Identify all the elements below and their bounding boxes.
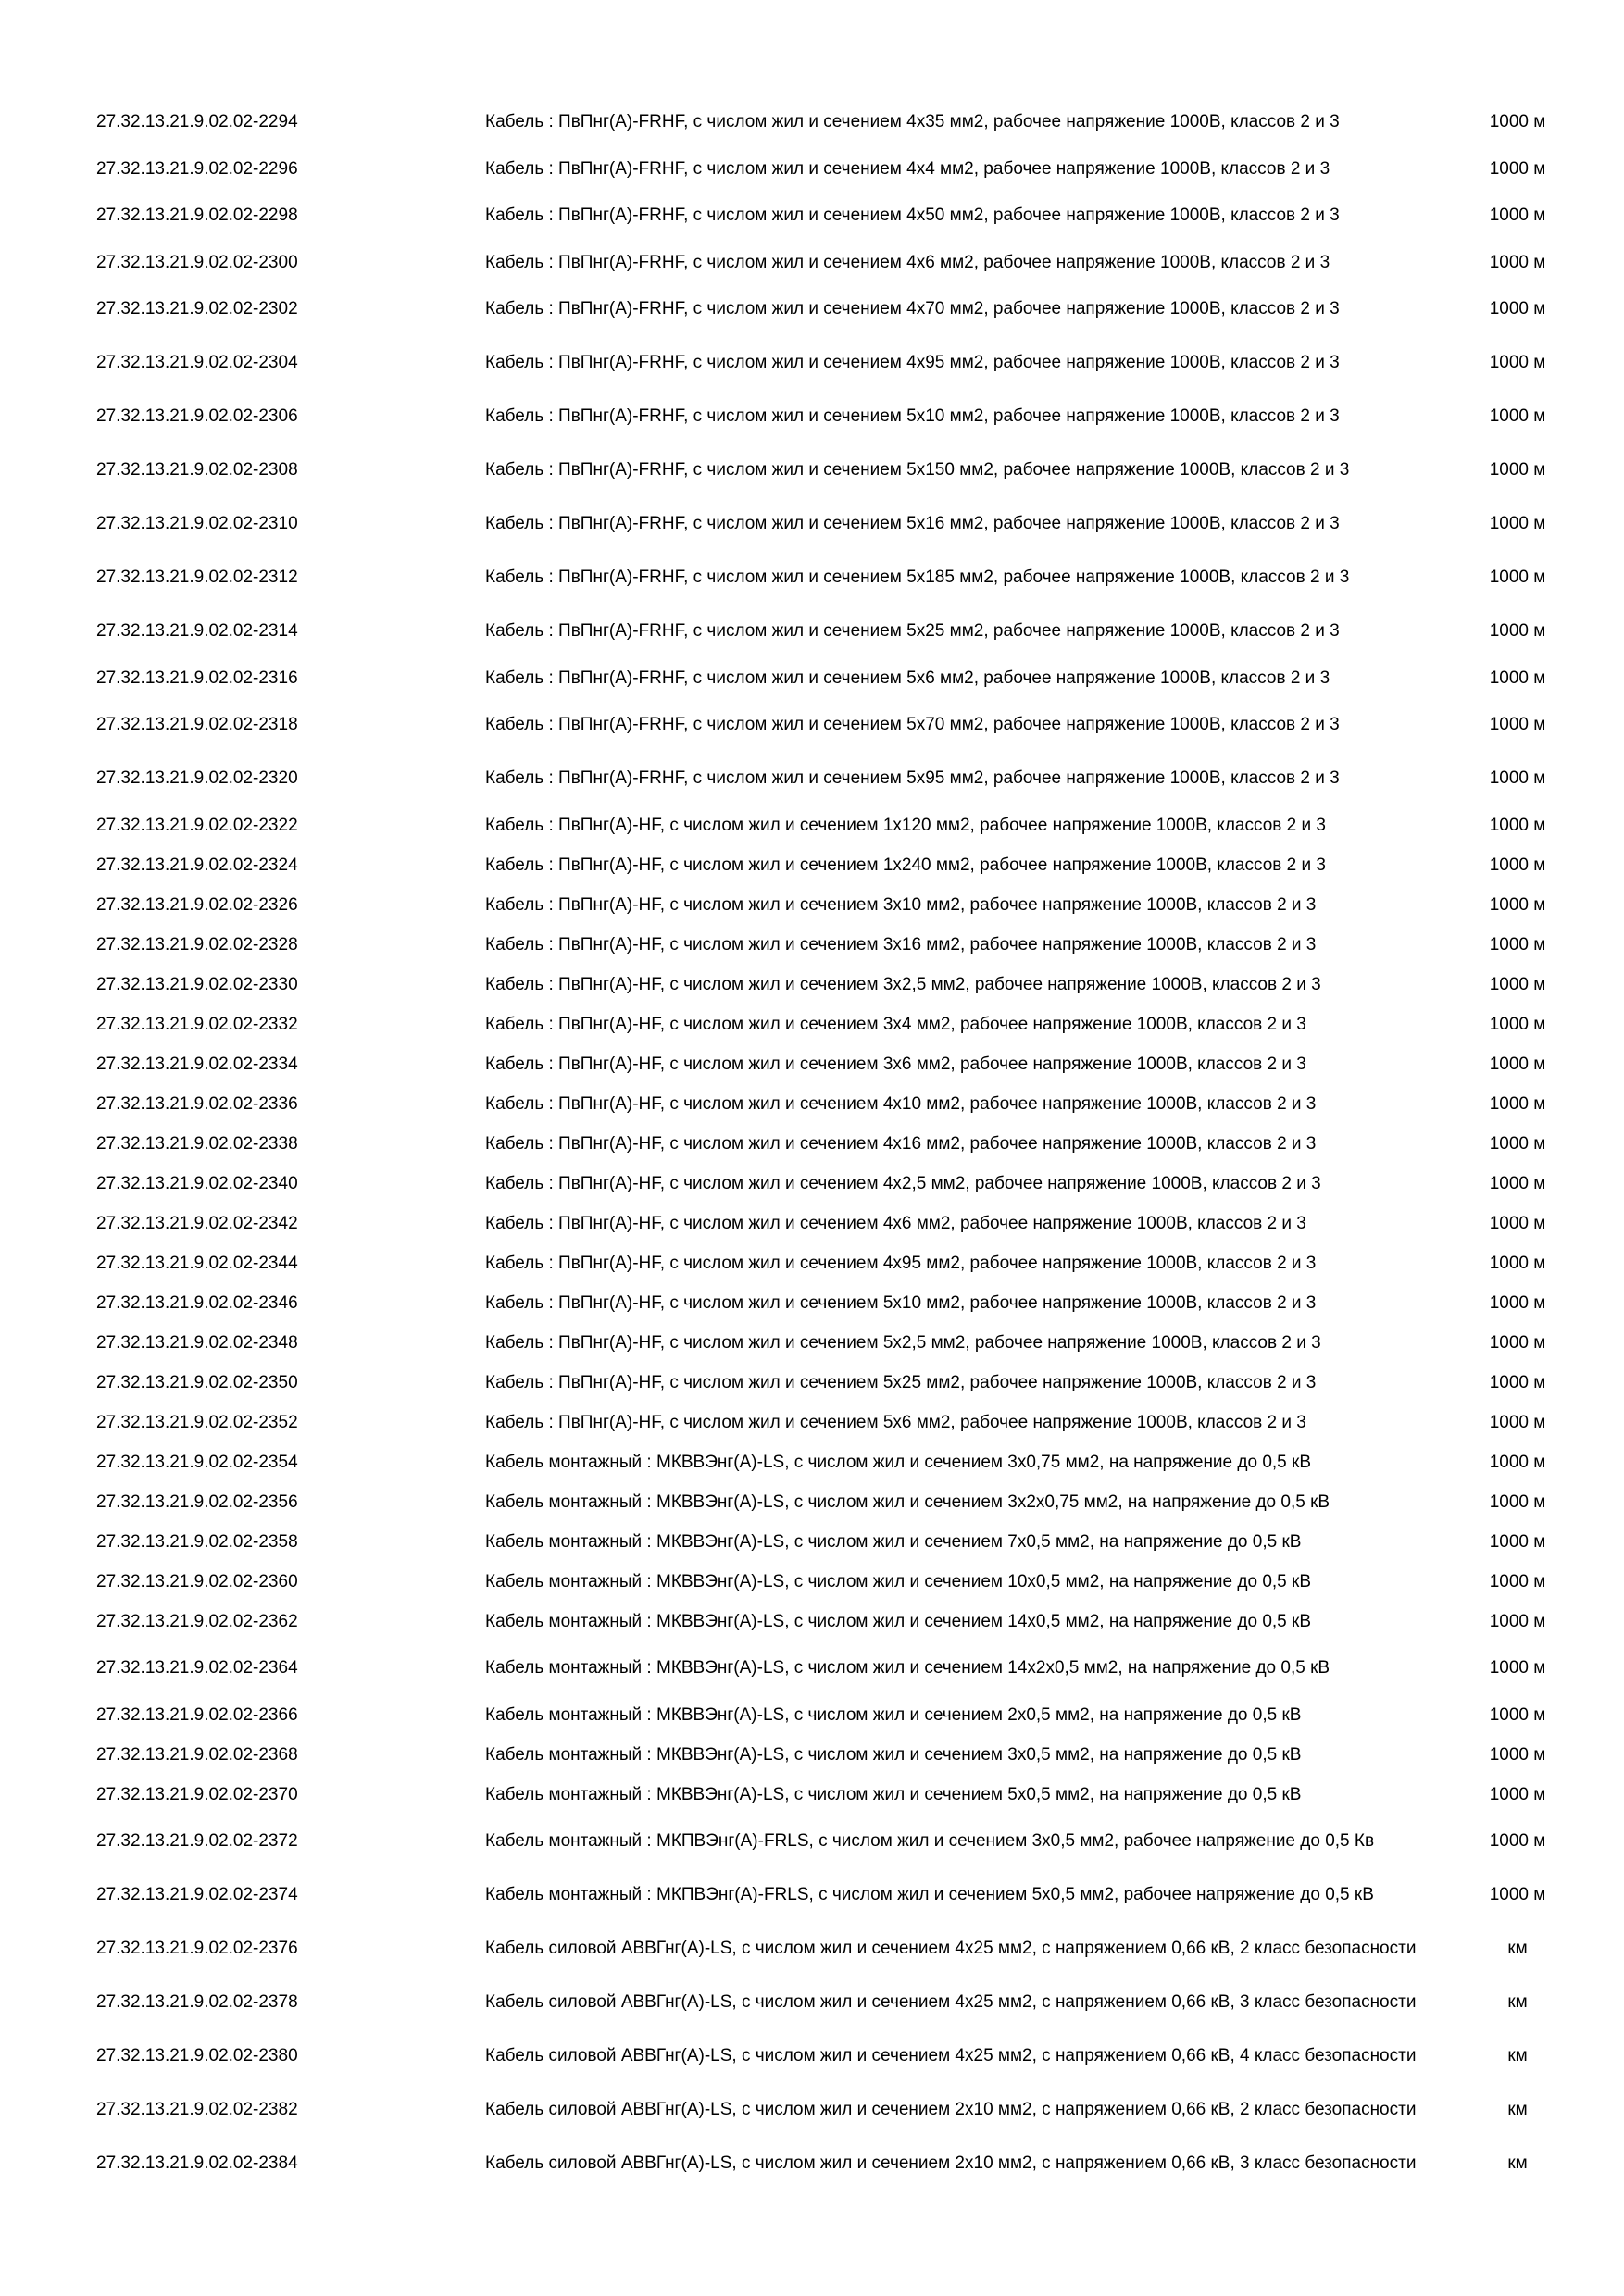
row-unit: 1000 м bbox=[1489, 855, 1546, 875]
row-description: Кабель силовой АВВГнг(A)-LS, с числом жил и сечением 4х25 мм2, с напряжением 0,66 кВ, 2 класс безопасности bbox=[485, 1939, 1417, 1958]
row-code: 27.32.13.21.9.02.02-2324 bbox=[96, 855, 298, 875]
row-description: Кабель монтажный : МКВВЭнг(А)-LS, с числом жил и сечением 7х0,5 мм2, на напряжение до 0,5 кВ bbox=[485, 1531, 1302, 1552]
row-description: Кабель монтажный : МКПВЭнг(А)-FRLS, с числом жил и сечением 5х0,5 мм2, рабочее напряжение до 0,5 кВ bbox=[485, 1885, 1374, 1904]
row-code: 27.32.13.21.9.02.02-2360 bbox=[96, 1571, 298, 1591]
row-code: 27.32.13.21.9.02.02-2368 bbox=[96, 1744, 298, 1765]
table-row bbox=[96, 443, 1596, 497]
row-code: 27.32.13.21.9.02.02-2346 bbox=[96, 1292, 298, 1313]
row-code: 27.32.13.21.9.02.02-2344 bbox=[96, 1253, 298, 1273]
row-description: Кабель монтажный : МКВВЭнг(А)-LS, с числом жил и сечением 5х0,5 мм2, на напряжение до 0,5 кВ bbox=[485, 1784, 1302, 1804]
row-description: Кабель : ПвПнг(A)-FRHF, с числом жил и сечением 4х95 мм2, рабочее напряжение 1000В, классов 2 и 3 bbox=[485, 353, 1340, 372]
row-description: Кабель : ПвПнг(A)-FRHF, с числом жил и сечением 5х6 мм2, рабочее напряжение 1000В, классов 2 и 3 bbox=[485, 668, 1330, 688]
row-unit: 1000 м bbox=[1489, 353, 1546, 372]
row-unit: 1000 м bbox=[1489, 1885, 1546, 1904]
row-unit: 1000 м bbox=[1489, 1253, 1546, 1273]
row-code: 27.32.13.21.9.02.02-2306 bbox=[96, 406, 298, 426]
row-unit: 1000 м bbox=[1489, 974, 1546, 994]
row-code: 27.32.13.21.9.02.02-2382 bbox=[96, 2100, 298, 2119]
row-description: Кабель : ПвПнг(A)-HF, с числом жил и сечением 3х10 мм2, рабочее напряжение 1000В, классов 2 и 3 bbox=[485, 894, 1317, 915]
row-code: 27.32.13.21.9.02.02-2370 bbox=[96, 1784, 298, 1804]
row-code: 27.32.13.21.9.02.02-2364 bbox=[96, 1658, 298, 1678]
row-code: 27.32.13.21.9.02.02-2302 bbox=[96, 299, 298, 318]
row-unit: 1000 м bbox=[1489, 1133, 1546, 1154]
row-description: Кабель силовой АВВГнг(A)-LS, с числом жил и сечением 2х10 мм2, с напряжением 0,66 кВ, 2 класс безопасности bbox=[485, 2100, 1417, 2119]
row-description: Кабель : ПвПнг(A)-HF, с числом жил и сечением 1х120 мм2, рабочее напряжение 1000В, классов 2 и 3 bbox=[485, 815, 1326, 835]
row-description: Кабель : ПвПнг(A)-HF, с числом жил и сечением 5х25 мм2, рабочее напряжение 1000В, классов 2 и 3 bbox=[485, 1372, 1317, 1392]
row-unit: 1000 м bbox=[1489, 1611, 1546, 1631]
row-unit: 1000 м bbox=[1489, 815, 1546, 835]
table-row bbox=[96, 1641, 1596, 1695]
row-unit: 1000 м bbox=[1489, 1744, 1546, 1765]
row-description: Кабель : ПвПнг(A)-FRHF, с числом жил и сечением 5х150 мм2, рабочее напряжение 1000В, классов 2 и 3 bbox=[485, 460, 1350, 480]
row-code: 27.32.13.21.9.02.02-2294 bbox=[96, 112, 298, 131]
table-row bbox=[96, 1522, 1596, 1562]
row-description: Кабель : ПвПнг(A)-FRHF, с числом жил и сечением 4х50 мм2, рабочее напряжение 1000В, классов 2 и 3 bbox=[485, 206, 1340, 225]
table-row bbox=[96, 497, 1596, 551]
row-code: 27.32.13.21.9.02.02-2328 bbox=[96, 934, 298, 955]
row-description: Кабель монтажный : МКПВЭнг(А)-FRLS, с числом жил и сечением 3х0,5 мм2, рабочее напряжение до 0,5 Кв bbox=[485, 1831, 1375, 1851]
row-description: Кабель : ПвПнг(A)-FRHF, с числом жил и сечением 5х95 мм2, рабочее напряжение 1000В, классов 2 и 3 bbox=[485, 768, 1340, 788]
row-unit: 1000 м bbox=[1489, 158, 1546, 179]
row-description: Кабель : ПвПнг(A)-HF, с числом жил и сечением 5х10 мм2, рабочее напряжение 1000В, классов 2 и 3 bbox=[485, 1292, 1317, 1313]
row-unit: 1000 м bbox=[1489, 1332, 1546, 1353]
table-row bbox=[96, 1976, 1596, 2029]
row-description: Кабель : ПвПнг(A)-HF, с числом жил и сечением 4х16 мм2, рабочее напряжение 1000В, классов 2 и 3 bbox=[485, 1133, 1317, 1154]
row-unit: 1000 м bbox=[1489, 1054, 1546, 1074]
row-code: 27.32.13.21.9.02.02-2318 bbox=[96, 715, 298, 734]
row-description: Кабель монтажный : МКВВЭнг(А)-LS, с числом жил и сечением 2х0,5 мм2, на напряжение до 0,5 кВ bbox=[485, 1704, 1302, 1725]
row-unit: 1000 м bbox=[1489, 1093, 1546, 1114]
row-code: 27.32.13.21.9.02.02-2314 bbox=[96, 621, 298, 641]
row-unit: 1000 м bbox=[1489, 668, 1546, 688]
table-row bbox=[96, 965, 1596, 1004]
row-description: Кабель : ПвПнг(A)-FRHF, с числом жил и сечением 4х4 мм2, рабочее напряжение 1000В, классов 2 и 3 bbox=[485, 158, 1330, 179]
row-description: Кабель : ПвПнг(A)-FRHF, с числом жил и сечением 4х6 мм2, рабочее напряжение 1000В, классов 2 и 3 bbox=[485, 252, 1330, 272]
row-unit: км bbox=[1507, 1939, 1528, 1958]
row-description: Кабель : ПвПнг(A)-HF, с числом жил и сечением 1х240 мм2, рабочее напряжение 1000В, классов 2 и 3 bbox=[485, 855, 1326, 875]
row-unit: км bbox=[1507, 2153, 1528, 2173]
row-code: 27.32.13.21.9.02.02-2316 bbox=[96, 668, 298, 688]
row-unit: 1000 м bbox=[1489, 934, 1546, 955]
row-code: 27.32.13.21.9.02.02-2352 bbox=[96, 1412, 298, 1432]
row-code: 27.32.13.21.9.02.02-2330 bbox=[96, 974, 298, 994]
row-unit: 1000 м bbox=[1489, 1658, 1546, 1678]
table-row bbox=[96, 805, 1596, 845]
row-code: 27.32.13.21.9.02.02-2322 bbox=[96, 815, 298, 835]
row-description: Кабель : ПвПнг(A)-FRHF, с числом жил и сечением 4х35 мм2, рабочее напряжение 1000В, классов 2 и 3 bbox=[485, 112, 1340, 131]
row-description: Кабель : ПвПнг(A)-FRHF, с числом жил и сечением 5х70 мм2, рабочее напряжение 1000В, классов 2 и 3 bbox=[485, 715, 1340, 734]
row-code: 27.32.13.21.9.02.02-2348 bbox=[96, 1332, 298, 1353]
row-description: Кабель : ПвПнг(A)-HF, с числом жил и сечением 4х6 мм2, рабочее напряжение 1000В, классов 2 и 3 bbox=[485, 1213, 1306, 1233]
table-row bbox=[96, 95, 1596, 149]
row-code: 27.32.13.21.9.02.02-2380 bbox=[96, 2046, 298, 2065]
row-code: 27.32.13.21.9.02.02-2300 bbox=[96, 252, 298, 272]
table-row bbox=[96, 1562, 1596, 1602]
table-row bbox=[96, 1004, 1596, 1044]
row-description: Кабель : ПвПнг(A)-HF, с числом жил и сечением 3х16 мм2, рабочее напряжение 1000В, классов 2 и 3 bbox=[485, 934, 1317, 955]
row-unit: 1000 м bbox=[1489, 1213, 1546, 1233]
table-row bbox=[96, 1044, 1596, 1084]
table-row bbox=[96, 336, 1596, 390]
row-code: 27.32.13.21.9.02.02-2350 bbox=[96, 1372, 298, 1392]
row-code: 27.32.13.21.9.02.02-2372 bbox=[96, 1831, 298, 1851]
row-unit: 1000 м bbox=[1489, 514, 1546, 533]
row-description: Кабель : ПвПнг(A)-HF, с числом жил и сечением 4х95 мм2, рабочее напряжение 1000В, классов 2 и 3 bbox=[485, 1253, 1317, 1273]
row-unit: 1000 м bbox=[1489, 568, 1546, 587]
row-unit: км bbox=[1507, 2046, 1528, 2065]
row-unit: 1000 м bbox=[1489, 1571, 1546, 1591]
row-unit: 1000 м bbox=[1489, 1372, 1546, 1392]
row-code: 27.32.13.21.9.02.02-2320 bbox=[96, 768, 298, 788]
row-code: 27.32.13.21.9.02.02-2342 bbox=[96, 1213, 298, 1233]
row-code: 27.32.13.21.9.02.02-2358 bbox=[96, 1531, 298, 1552]
table-row bbox=[96, 1695, 1596, 1735]
row-description: Кабель : ПвПнг(A)-HF, с числом жил и сечением 3х6 мм2, рабочее напряжение 1000В, классов 2 и 3 bbox=[485, 1054, 1306, 1074]
table-row bbox=[96, 925, 1596, 965]
row-unit: 1000 м bbox=[1489, 252, 1546, 272]
table-row bbox=[96, 1868, 1596, 1922]
table-row bbox=[96, 698, 1596, 752]
table-row bbox=[96, 551, 1596, 605]
resource-table bbox=[96, 95, 1596, 2190]
table-row bbox=[96, 1243, 1596, 1283]
row-unit: 1000 м bbox=[1489, 894, 1546, 915]
row-unit: 1000 м bbox=[1489, 299, 1546, 318]
row-unit: 1000 м bbox=[1489, 1452, 1546, 1472]
row-description: Кабель : ПвПнг(A)-HF, с числом жил и сечением 4х2,5 мм2, рабочее напряжение 1000В, классов 2 и 3 bbox=[485, 1173, 1321, 1193]
row-description: Кабель : ПвПнг(A)-FRHF, с числом жил и сечением 4х70 мм2, рабочее напряжение 1000В, классов 2 и 3 bbox=[485, 299, 1340, 318]
row-unit: 1000 м bbox=[1489, 406, 1546, 426]
row-code: 27.32.13.21.9.02.02-2384 bbox=[96, 2153, 298, 2173]
row-code: 27.32.13.21.9.02.02-2296 bbox=[96, 158, 298, 179]
row-code: 27.32.13.21.9.02.02-2308 bbox=[96, 460, 298, 480]
table-row bbox=[96, 885, 1596, 925]
table-row bbox=[96, 189, 1596, 243]
row-code: 27.32.13.21.9.02.02-2354 bbox=[96, 1452, 298, 1472]
table-row bbox=[96, 1323, 1596, 1363]
row-code: 27.32.13.21.9.02.02-2332 bbox=[96, 1014, 298, 1034]
row-unit: 1000 м bbox=[1489, 1014, 1546, 1034]
table-row bbox=[96, 658, 1596, 698]
row-unit: 1000 м bbox=[1489, 112, 1546, 131]
table-row bbox=[96, 1403, 1596, 1442]
table-row bbox=[96, 1775, 1596, 1815]
row-code: 27.32.13.21.9.02.02-2374 bbox=[96, 1885, 298, 1904]
row-unit: 1000 м bbox=[1489, 1531, 1546, 1552]
table-row bbox=[96, 1363, 1596, 1403]
table-row bbox=[96, 1204, 1596, 1243]
row-unit: 1000 м bbox=[1489, 1292, 1546, 1313]
row-unit: 1000 м bbox=[1489, 206, 1546, 225]
row-code: 27.32.13.21.9.02.02-2298 bbox=[96, 206, 298, 225]
row-description: Кабель силовой АВВГнг(A)-LS, с числом жил и сечением 4х25 мм2, с напряжением 0,66 кВ, 3 класс безопасности bbox=[485, 1992, 1417, 2012]
row-unit: 1000 м bbox=[1489, 1491, 1546, 1512]
row-code: 27.32.13.21.9.02.02-2334 bbox=[96, 1054, 298, 1074]
table-body bbox=[96, 95, 1596, 2190]
row-code: 27.32.13.21.9.02.02-2356 bbox=[96, 1491, 298, 1512]
row-code: 27.32.13.21.9.02.02-2312 bbox=[96, 568, 298, 587]
table-row bbox=[96, 2083, 1596, 2137]
row-unit: км bbox=[1507, 2100, 1528, 2119]
row-description: Кабель монтажный : МКВВЭнг(А)-LS, с числом жил и сечением 3х2х0,75 мм2, на напряжение до 0,5 кВ bbox=[485, 1491, 1330, 1512]
row-description: Кабель силовой АВВГнг(A)-LS, с числом жил и сечением 2х10 мм2, с напряжением 0,66 кВ, 3 класс безопасности bbox=[485, 2153, 1417, 2173]
table-row bbox=[96, 752, 1596, 805]
row-unit: 1000 м bbox=[1489, 1412, 1546, 1432]
table-row bbox=[96, 1124, 1596, 1164]
row-unit: 1000 м bbox=[1489, 1784, 1546, 1804]
row-code: 27.32.13.21.9.02.02-2362 bbox=[96, 1611, 298, 1631]
row-unit: 1000 м bbox=[1489, 1831, 1546, 1851]
row-description: Кабель монтажный : МКВВЭнг(А)-LS, с числом жил и сечением 14х2х0,5 мм2, на напряжение до 0,5 кВ bbox=[485, 1658, 1330, 1678]
row-unit: км bbox=[1507, 1992, 1528, 2012]
row-description: Кабель монтажный : МКВВЭнг(А)-LS, с числом жил и сечением 14х0,5 мм2, на напряжение до 0,5 кВ bbox=[485, 1611, 1311, 1631]
table-row bbox=[96, 1283, 1596, 1323]
table-row bbox=[96, 1735, 1596, 1775]
table-row bbox=[96, 1084, 1596, 1124]
table-row bbox=[96, 282, 1596, 336]
table-row bbox=[96, 1922, 1596, 1976]
table-row bbox=[96, 1482, 1596, 1522]
table-row bbox=[96, 845, 1596, 885]
table-row bbox=[96, 1602, 1596, 1641]
table-row bbox=[96, 2137, 1596, 2190]
row-code: 27.32.13.21.9.02.02-2310 bbox=[96, 514, 298, 533]
row-unit: 1000 м bbox=[1489, 1704, 1546, 1725]
row-description: Кабель : ПвПнг(A)-HF, с числом жил и сечением 3х2,5 мм2, рабочее напряжение 1000В, классов 2 и 3 bbox=[485, 974, 1321, 994]
row-description: Кабель : ПвПнг(A)-FRHF, с числом жил и сечением 5х10 мм2, рабочее напряжение 1000В, классов 2 и 3 bbox=[485, 406, 1340, 426]
row-code: 27.32.13.21.9.02.02-2326 bbox=[96, 894, 298, 915]
row-unit: 1000 м bbox=[1489, 621, 1546, 641]
row-description: Кабель : ПвПнг(A)-FRHF, с числом жил и сечением 5х185 мм2, рабочее напряжение 1000В, классов 2 и 3 bbox=[485, 568, 1350, 587]
row-description: Кабель монтажный : МКВВЭнг(А)-LS, с числом жил и сечением 3х0,75 мм2, на напряжение до 0,5 кВ bbox=[485, 1452, 1311, 1472]
table-row bbox=[96, 1442, 1596, 1482]
table-row bbox=[96, 1164, 1596, 1204]
row-code: 27.32.13.21.9.02.02-2376 bbox=[96, 1939, 298, 1958]
table-row bbox=[96, 390, 1596, 443]
row-code: 27.32.13.21.9.02.02-2338 bbox=[96, 1133, 298, 1154]
table-row bbox=[96, 2029, 1596, 2083]
row-description: Кабель : ПвПнг(A)-HF, с числом жил и сечением 5х2,5 мм2, рабочее напряжение 1000В, классов 2 и 3 bbox=[485, 1332, 1321, 1353]
table-row bbox=[96, 605, 1596, 658]
table-row bbox=[96, 149, 1596, 189]
row-description: Кабель силовой АВВГнг(A)-LS, с числом жил и сечением 4х25 мм2, с напряжением 0,66 кВ, 4 класс безопасности bbox=[485, 2046, 1417, 2065]
row-unit: 1000 м bbox=[1489, 460, 1546, 480]
row-code: 27.32.13.21.9.02.02-2304 bbox=[96, 353, 298, 372]
table-row bbox=[96, 1815, 1596, 1868]
table-row bbox=[96, 243, 1596, 282]
row-code: 27.32.13.21.9.02.02-2366 bbox=[96, 1704, 298, 1725]
row-description: Кабель : ПвПнг(A)-FRHF, с числом жил и сечением 5х25 мм2, рабочее напряжение 1000В, классов 2 и 3 bbox=[485, 621, 1340, 641]
row-description: Кабель монтажный : МКВВЭнг(А)-LS, с числом жил и сечением 3х0,5 мм2, на напряжение до 0,5 кВ bbox=[485, 1744, 1302, 1765]
row-description: Кабель : ПвПнг(A)-HF, с числом жил и сечением 3х4 мм2, рабочее напряжение 1000В, классов 2 и 3 bbox=[485, 1014, 1306, 1034]
row-description: Кабель : ПвПнг(A)-HF, с числом жил и сечением 5х6 мм2, рабочее напряжение 1000В, классов 2 и 3 bbox=[485, 1412, 1306, 1432]
row-unit: 1000 м bbox=[1489, 715, 1546, 734]
row-code: 27.32.13.21.9.02.02-2378 bbox=[96, 1992, 298, 2012]
row-description: Кабель : ПвПнг(A)-HF, с числом жил и сечением 4х10 мм2, рабочее напряжение 1000В, классов 2 и 3 bbox=[485, 1093, 1317, 1114]
row-code: 27.32.13.21.9.02.02-2340 bbox=[96, 1173, 298, 1193]
row-unit: 1000 м bbox=[1489, 1173, 1546, 1193]
row-code: 27.32.13.21.9.02.02-2336 bbox=[96, 1093, 298, 1114]
row-description: Кабель : ПвПнг(A)-FRHF, с числом жил и сечением 5х16 мм2, рабочее напряжение 1000В, классов 2 и 3 bbox=[485, 514, 1340, 533]
row-unit: 1000 м bbox=[1489, 768, 1546, 788]
row-description: Кабель монтажный : МКВВЭнг(А)-LS, с числом жил и сечением 10х0,5 мм2, на напряжение до 0,5 кВ bbox=[485, 1571, 1311, 1591]
